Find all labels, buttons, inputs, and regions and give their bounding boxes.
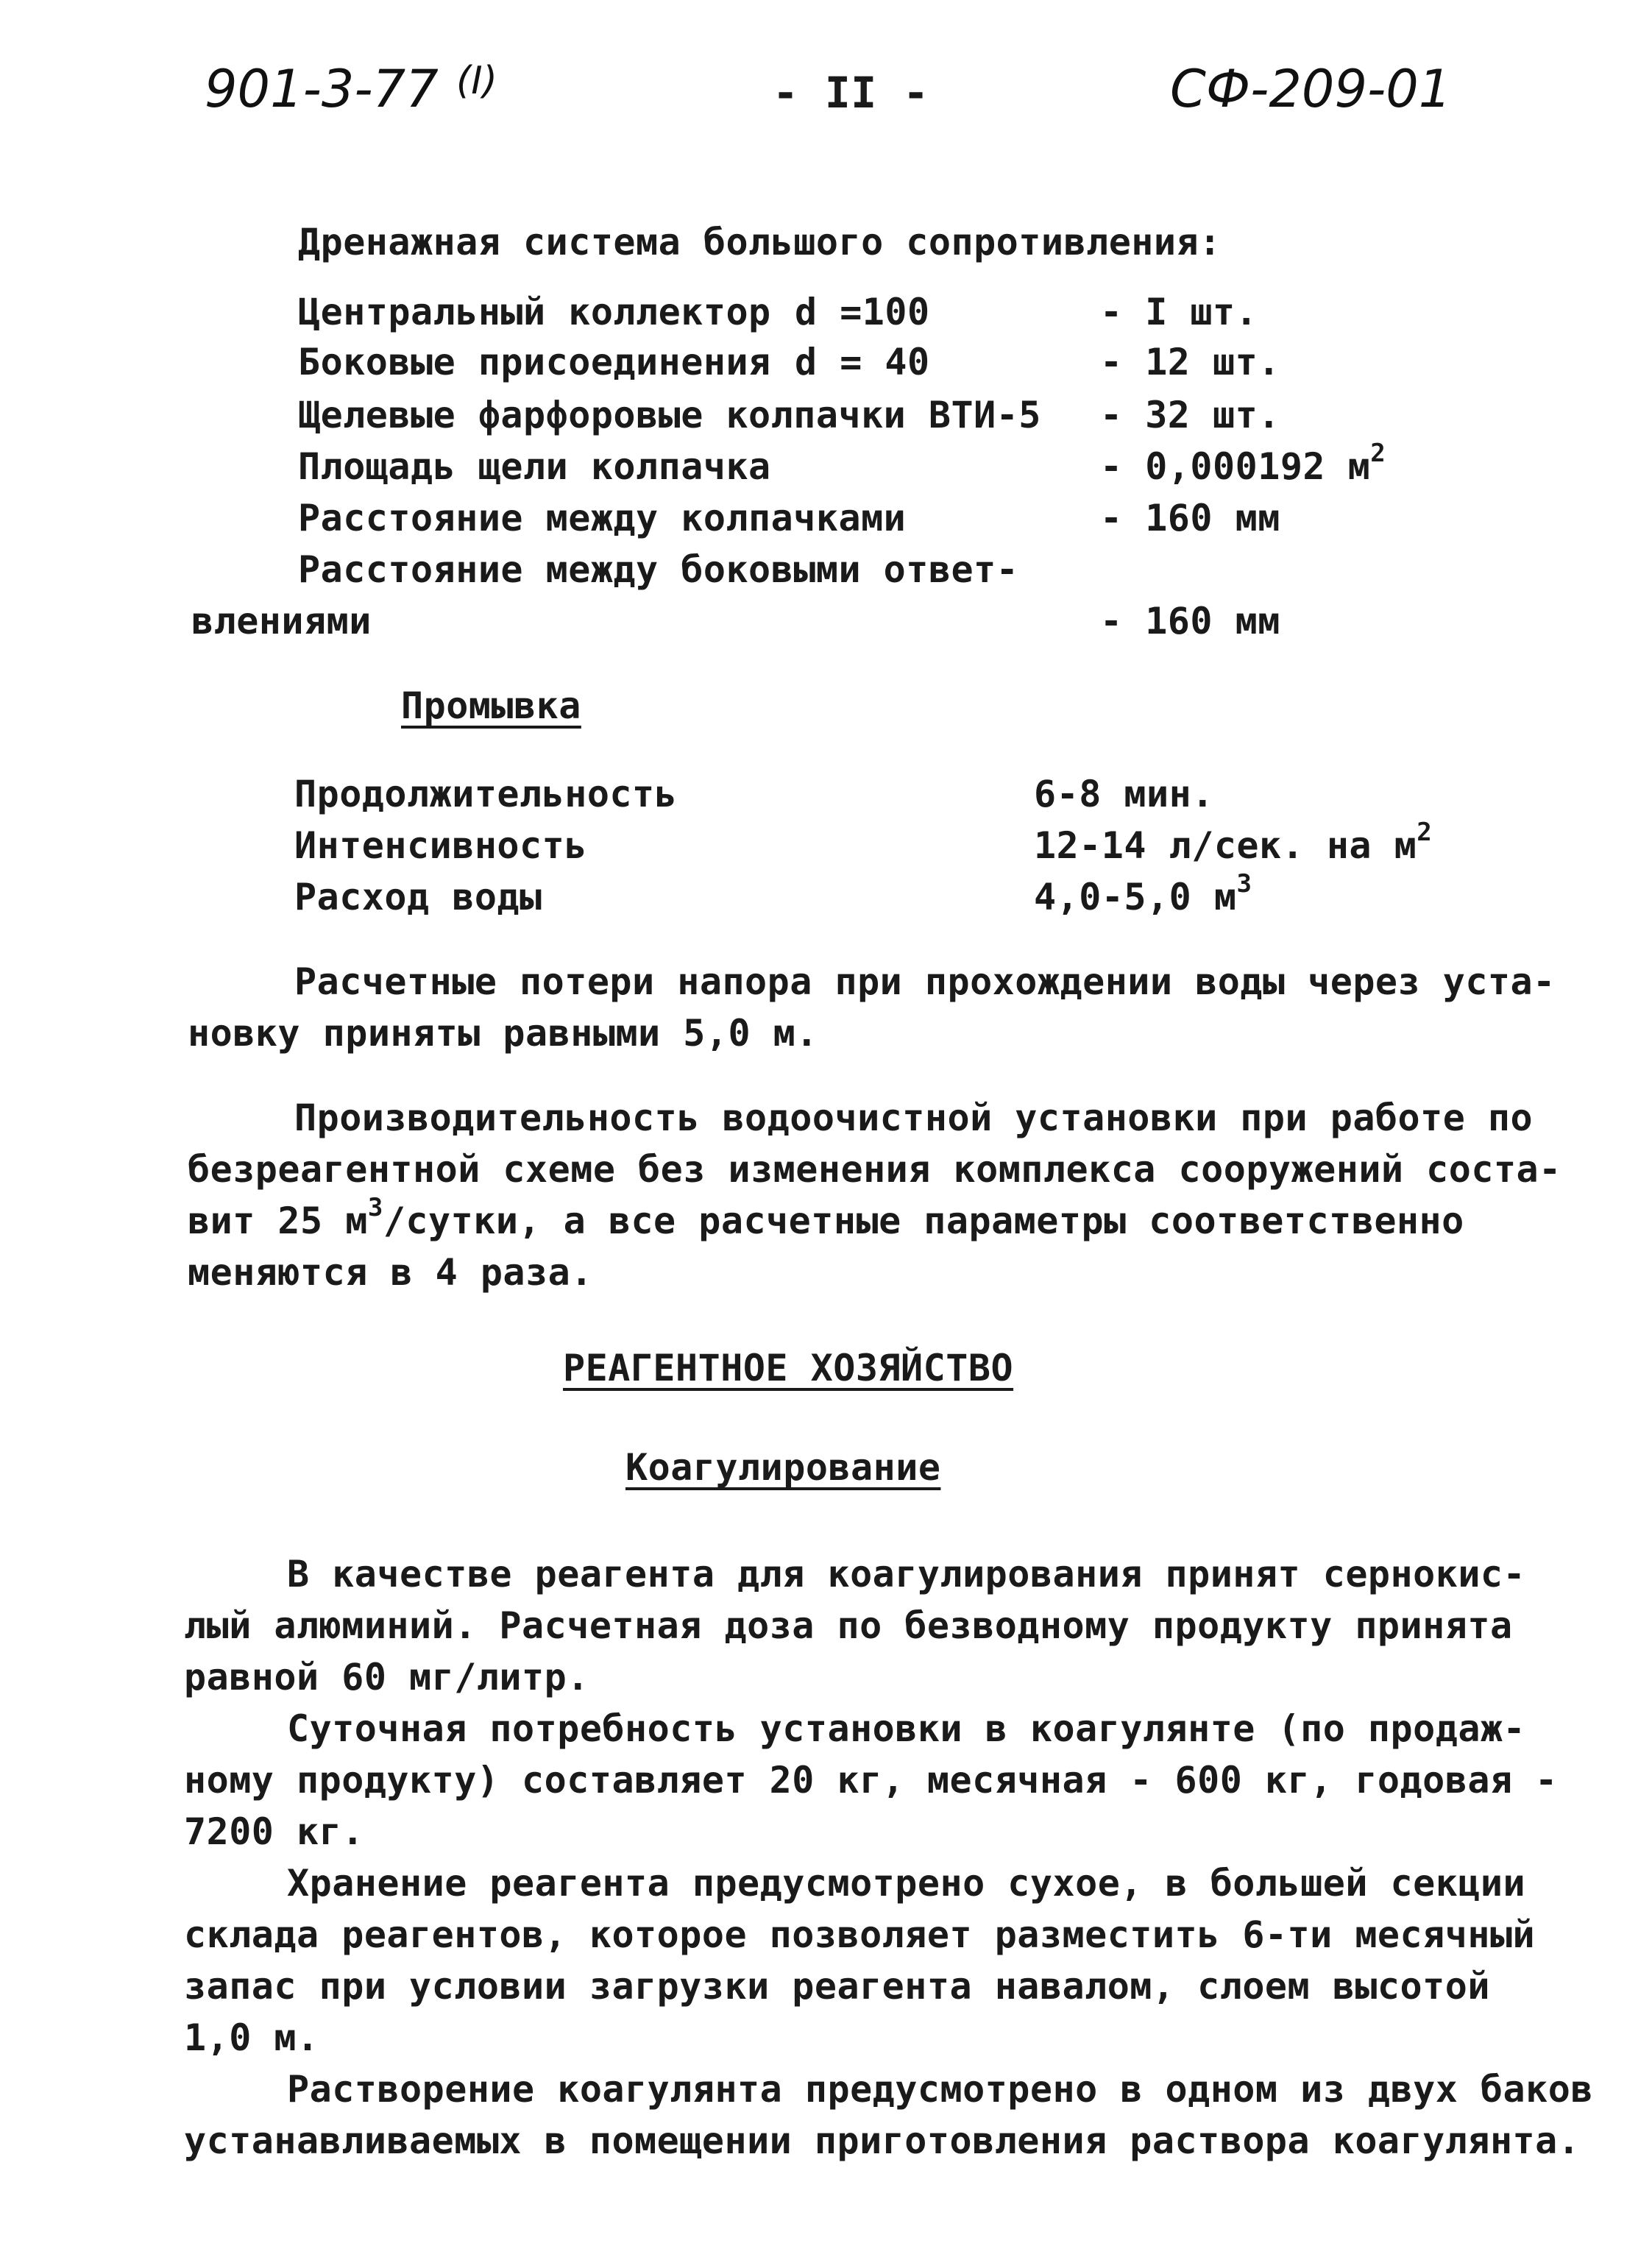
drainage-value: - I шт. bbox=[1100, 291, 1258, 333]
line-text: вит 25 м bbox=[188, 1200, 368, 1242]
drainage-value: - 160 мм bbox=[1100, 600, 1280, 642]
subsection-title: Коагулирование bbox=[625, 1446, 941, 1489]
paragraph-line: запас при условии загрузки реагента навалом, слоем высотой bbox=[184, 1965, 1490, 2008]
paragraph-line: ному продукту) составляет 20 кг, месячная - 600 кг, годовая - bbox=[184, 1759, 1558, 1802]
line-exponent: 3 bbox=[367, 1193, 383, 1223]
flushing-label: Интенсивность bbox=[294, 824, 587, 867]
paragraph-line: лый алюминий. Расчетная доза по безводному продукту принята bbox=[184, 1604, 1513, 1647]
paragraph-line: Суточная потребность установки в коагулянте (по продаж- bbox=[287, 1707, 1526, 1750]
paragraph-line: 7200 кг. bbox=[184, 1810, 364, 1853]
sheet-code: СФ-209-01 bbox=[1170, 59, 1452, 119]
part-number: (I) bbox=[456, 59, 497, 103]
drainage-value: - 32 шт. bbox=[1100, 394, 1280, 436]
flushing-value bbox=[1034, 818, 1433, 867]
drainage-label: Центральный коллектор bbox=[298, 291, 771, 333]
document-code: 901-3-77 bbox=[205, 59, 439, 119]
value-text: - 0,000192 м bbox=[1100, 445, 1371, 488]
line-text: /сутки, а все расчетные параметры соответственно bbox=[383, 1200, 1464, 1242]
drainage-label: Расстояние между боковыми ответ- bbox=[298, 548, 1019, 591]
paragraph-line: склада реагентов, которое позволяет разместить 6-ти месячный bbox=[184, 1913, 1536, 1956]
value-exponent: 3 bbox=[1236, 869, 1252, 899]
drainage-label-continued: влениями bbox=[191, 600, 372, 642]
drainage-value bbox=[1100, 439, 1386, 488]
paragraph-line: В качестве реагента для коагулирования принят сернокис- bbox=[287, 1553, 1526, 1595]
paragraph-line: Расчетные потери напора при прохождении воды через уста- bbox=[294, 960, 1556, 1003]
drainage-heading: Дренажная система большого сопротивления: bbox=[298, 221, 1222, 263]
drainage-value: - 12 шт. bbox=[1100, 341, 1280, 383]
flushing-value bbox=[1034, 869, 1252, 918]
value-text: 4,0-5,0 м bbox=[1034, 876, 1237, 918]
drainage-param: d =100 bbox=[795, 291, 930, 333]
paragraph-line: безреагентной схеме без изменения комплекса сооружений соста- bbox=[188, 1148, 1561, 1191]
flushing-label: Расход воды bbox=[294, 876, 542, 918]
paragraph-line: 1,0 м. bbox=[184, 2016, 319, 2059]
value-exponent: 2 bbox=[1370, 439, 1386, 469]
section-title: РЕАГЕНТНОЕ ХОЗЯЙСТВО bbox=[563, 1347, 1014, 1389]
paragraph-line bbox=[188, 1193, 1464, 1242]
paragraph-line: Производительность водоочистной установки при работе по bbox=[294, 1097, 1534, 1139]
flushing-value: 6-8 мин. bbox=[1034, 773, 1214, 815]
flushing-heading: Промывка bbox=[401, 684, 581, 727]
paragraph-line: Хранение реагента предусмотрено сухое, в большей секции bbox=[287, 1862, 1526, 1905]
flushing-label: Продолжительность bbox=[294, 773, 678, 815]
value-text: 12-14 л/сек. на м bbox=[1034, 824, 1417, 867]
drainage-label: Боковые присоединения bbox=[298, 341, 771, 383]
drainage-param: d = 40 bbox=[795, 341, 930, 383]
drainage-label: Площадь щели колпачка bbox=[298, 445, 771, 488]
drainage-value: - 160 мм bbox=[1100, 497, 1280, 539]
paragraph-line: равной 60 мг/литр. bbox=[184, 1656, 589, 1698]
paragraph-line: новку приняты равными 5,0 м. bbox=[188, 1012, 818, 1055]
paragraph-line: устанавливаемых в помещении приготовления раствора коагулянта. bbox=[184, 2119, 1581, 2162]
drainage-label: Щелевые фарфоровые колпачки ВТИ-5 bbox=[298, 394, 1041, 436]
value-exponent: 2 bbox=[1417, 818, 1433, 848]
drainage-label: Расстояние между колпачками bbox=[298, 497, 907, 539]
paragraph-line: меняются в 4 раза. bbox=[188, 1251, 593, 1294]
page-number: - II - bbox=[773, 68, 929, 118]
paragraph-line: Растворение коагулянта предусмотрено в одном из двух баков bbox=[287, 2068, 1593, 2111]
